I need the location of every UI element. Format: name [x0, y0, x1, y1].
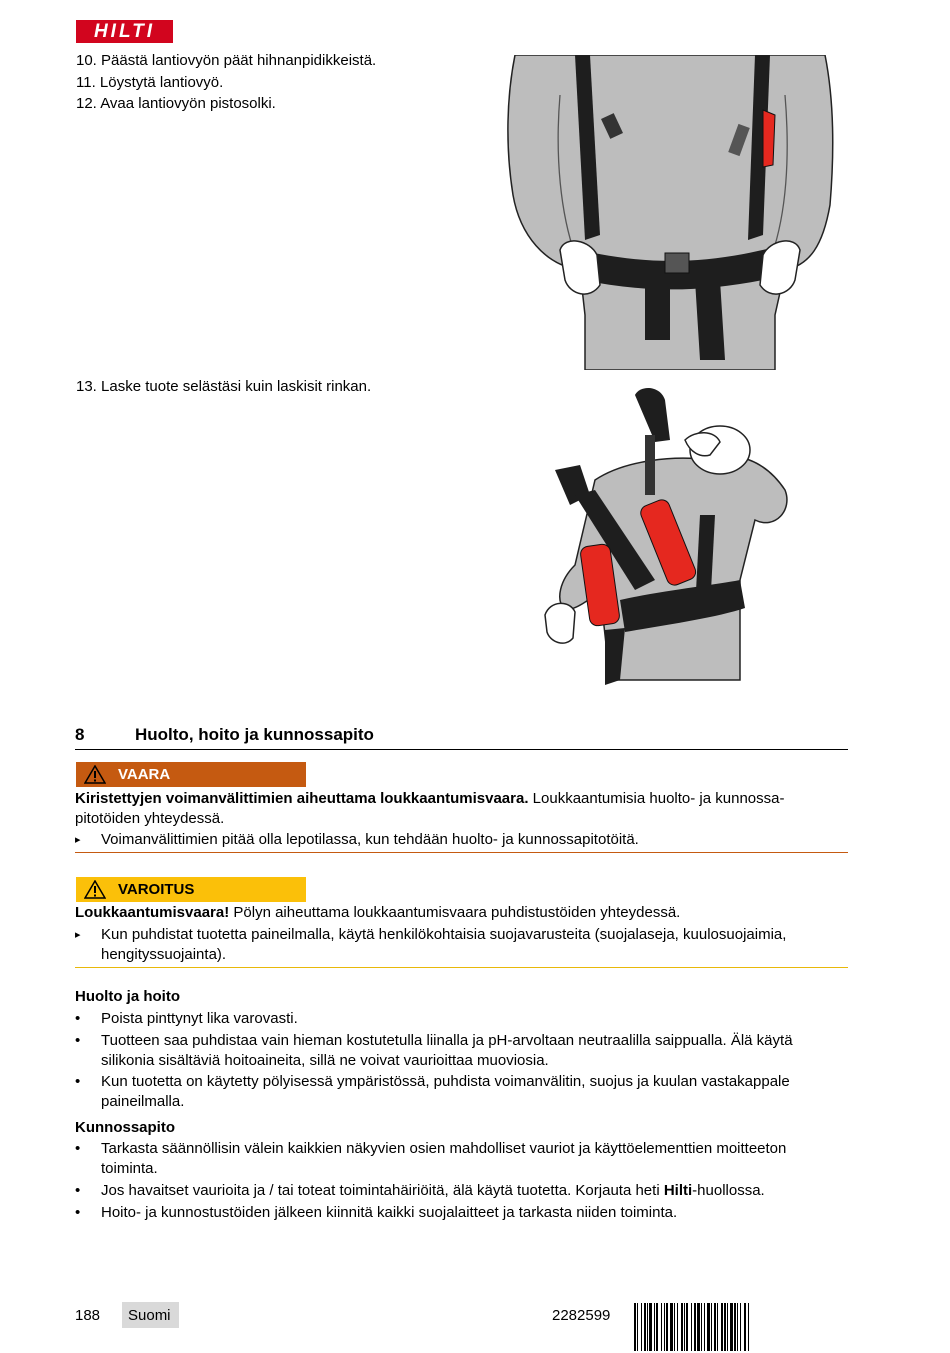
- danger-bullet-text: Voimanvälittimien pitää olla lepotilassa, kun tehdään huolto- ja kunnossapitotöitä.: [101, 831, 639, 848]
- step-12: 12. Avaa lantiovyön pistosolki.: [76, 95, 276, 112]
- remove-unit-illustration: [535, 380, 797, 695]
- danger-header: [76, 762, 306, 787]
- barcode-bar: [661, 1303, 662, 1351]
- barcode-bar: [641, 1303, 642, 1351]
- barcode-bar: [721, 1303, 723, 1351]
- maintenance-item-text: toiminta.: [101, 1160, 158, 1177]
- section-number: 8: [75, 725, 85, 744]
- barcode-bar: [654, 1303, 655, 1351]
- danger-lead-text: Loukkaantumisia huolto- ja kunnossa-: [528, 790, 785, 807]
- arrow-bullet-icon: ▸: [75, 929, 81, 941]
- maintenance-item-text: [101, 1181, 848, 1201]
- maintenance-heading: Kunnossapito: [75, 1119, 175, 1136]
- language-tab: [122, 1302, 179, 1328]
- barcode-bar: [674, 1303, 675, 1351]
- warning-lead: [75, 903, 848, 923]
- warning-divider: [75, 967, 848, 968]
- step-10: 10. Päästä lantiovyön päät hihnanpidikkeistä.: [76, 52, 377, 69]
- barcode-bar: [691, 1303, 692, 1351]
- care-item-text: silikonia sisältäviä hoitoaineita, sillä ne voivat vaurioittaa muoviosia.: [101, 1052, 549, 1069]
- barcode-bar: [714, 1303, 716, 1351]
- page-number: 188: [75, 1307, 101, 1324]
- step-11: 11. Löystytä lantiovyö.: [76, 74, 224, 91]
- warning-label: VAROITUS: [118, 881, 195, 898]
- barcode-bar: [677, 1303, 678, 1351]
- danger-divider: [75, 852, 848, 853]
- brand-name: Hilti: [663, 1182, 693, 1199]
- barcode-bar: [694, 1303, 696, 1351]
- bullet-icon: •: [75, 1204, 81, 1221]
- barcode-bar: [649, 1303, 652, 1351]
- danger-lead-line2: pitotöiden yhteydessä.: [75, 810, 225, 827]
- care-heading: Huolto ja hoito: [75, 988, 180, 1005]
- maintenance-item-text: Tarkasta säännöllisin välein kaikkien näkyvien osien mahdolliset vauriot ja käyttöelementtien moitteeton: [101, 1140, 787, 1157]
- barcode: [634, 1303, 848, 1351]
- warning-bullet-line2: hengityssuojainta).: [101, 946, 227, 963]
- warning-bullet-line1: Kun puhdistat tuotetta paineilmalla, käytä henkilökohtaisia suojavarusteita (suojalaseja, kuulosuojaimia,: [101, 926, 787, 943]
- warning-triangle-icon: [84, 880, 106, 899]
- bullet-icon: •: [75, 1073, 81, 1090]
- warning-triangle-icon: [84, 765, 106, 784]
- bullet-icon: •: [75, 1182, 81, 1199]
- document-code: 2282599: [552, 1307, 611, 1324]
- step-13: 13. Laske tuote selästäsi kuin laskisit rinkan.: [76, 378, 372, 395]
- barcode-bar: [707, 1303, 710, 1351]
- barcode-bar: [634, 1303, 636, 1351]
- maintenance-item2-before: Jos havaitset vaurioita ja / tai toteat toimintahäiriöitä, älä käytä tuotetta. Korjauta heti: [101, 1182, 664, 1199]
- logo-text: HILTI: [93, 21, 156, 42]
- barcode-bar: [701, 1303, 702, 1351]
- barcode-bar: [740, 1303, 741, 1351]
- barcode-bar: [744, 1303, 746, 1351]
- barcode-bar: [704, 1303, 705, 1351]
- language-label: Suomi: [128, 1307, 171, 1324]
- bullet-icon: •: [75, 1140, 81, 1157]
- barcode-bar: [647, 1303, 648, 1351]
- barcode-bar: [724, 1303, 726, 1351]
- barcode-bar: [686, 1303, 688, 1351]
- barcode-bar: [748, 1303, 749, 1351]
- care-item-text: Poista pinttynyt lika varovasti.: [101, 1010, 298, 1027]
- warning-lead-bold: Loukkaantumisvaara!: [75, 904, 230, 921]
- section-title: Huolto, hoito ja kunnossapito: [135, 725, 374, 744]
- barcode-bar: [666, 1303, 668, 1351]
- warning-lead-text: Pölyn aiheuttama loukkaantumisvaara puhdistustöiden yhteydessä.: [229, 904, 681, 921]
- hilti-logo: [76, 20, 173, 43]
- maintenance-item-text: Hoito- ja kunnostustöiden jälkeen kiinnitä kaikki suojalaitteet ja tarkasta niiden toiminta.: [101, 1204, 678, 1221]
- barcode-bar: [727, 1303, 728, 1351]
- barcode-bar: [737, 1303, 738, 1351]
- barcode-bar: [656, 1303, 658, 1351]
- barcode-bar: [637, 1303, 638, 1351]
- danger-label: VAARA: [118, 766, 171, 783]
- care-item-text: Tuotteen saa puhdistaa vain hieman kostutetulla liinalla ja pH-arvoltaan neutraalilla saippualla. Älä käytä: [101, 1032, 793, 1049]
- bullet-icon: •: [75, 1032, 81, 1049]
- barcode-bar: [730, 1303, 733, 1351]
- barcode-bar: [670, 1303, 673, 1351]
- arrow-bullet-icon: ▸: [75, 834, 81, 846]
- maintenance-item2-after: -huollossa.: [692, 1182, 765, 1199]
- warning-header: [76, 877, 306, 902]
- barcode-bar: [681, 1303, 683, 1351]
- danger-lead: [75, 789, 848, 809]
- section-heading: [75, 725, 848, 750]
- care-item-text: paineilmalla.: [101, 1093, 185, 1110]
- barcode-bar: [697, 1303, 700, 1351]
- harness-belt-illustration: [505, 55, 840, 370]
- barcode-bar: [717, 1303, 718, 1351]
- barcode-bar: [664, 1303, 665, 1351]
- care-item-text: Kun tuotetta on käytetty pölyisessä ympäristössä, puhdista voimanvälitin, suojus ja kuulan vastakappale: [101, 1073, 790, 1090]
- barcode-bar: [711, 1303, 712, 1351]
- barcode-bar: [734, 1303, 736, 1351]
- danger-lead-bold: Kiristettyjen voimanvälittimien aiheuttama loukkaantumisvaara.: [75, 790, 529, 807]
- bullet-icon: •: [75, 1010, 81, 1027]
- barcode-bar: [684, 1303, 685, 1351]
- barcode-bar: [644, 1303, 646, 1351]
